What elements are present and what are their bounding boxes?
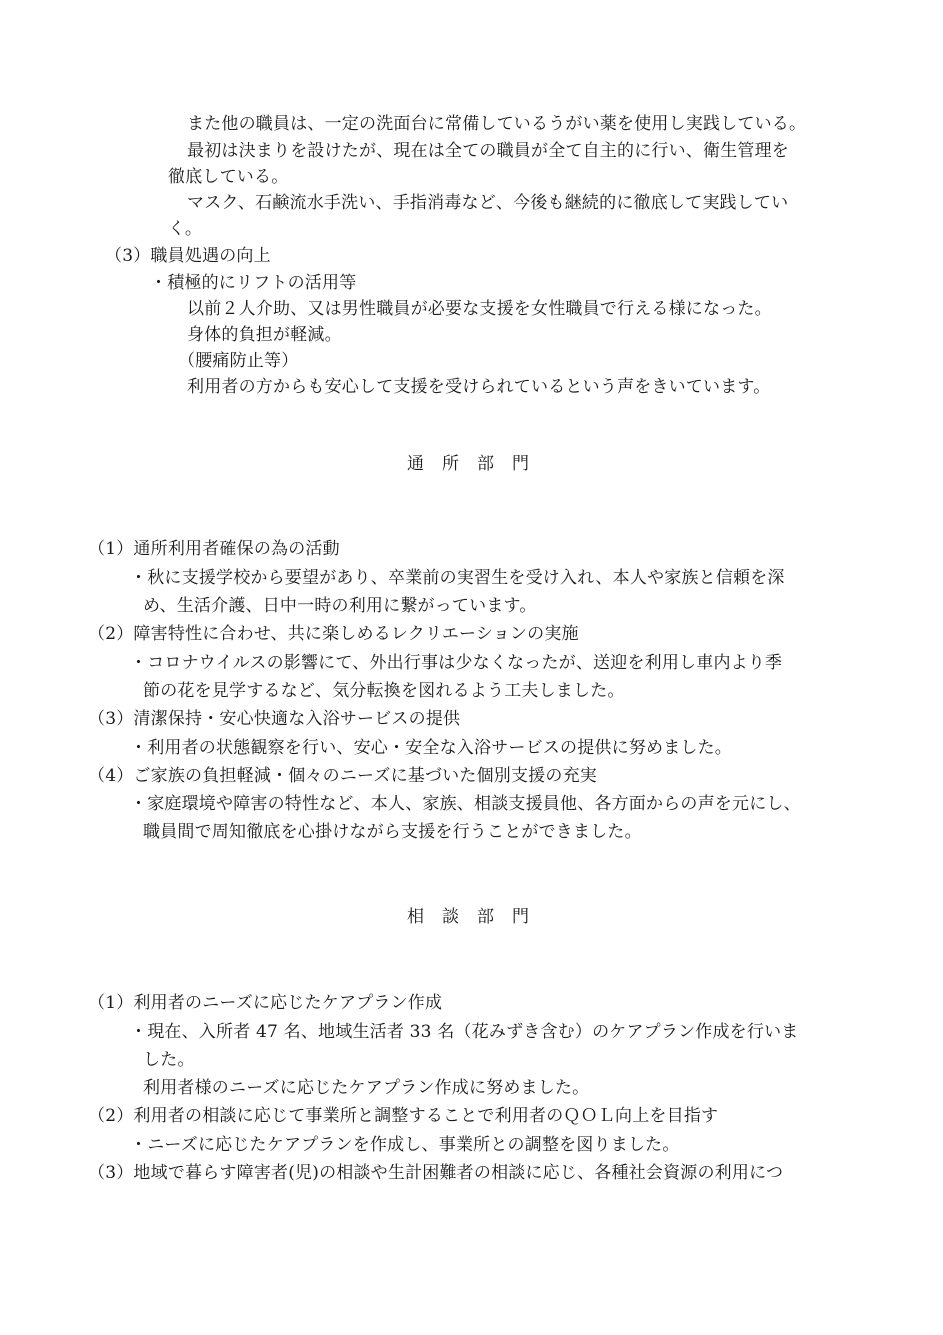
text-line: また他の職員は、一定の洗面台に常備しているうがい薬を使用し実践している。 [187, 114, 807, 134]
item-heading: （2）利用者の相談に応じて事業所と調整することで利用者のＱＯＬ向上を目指す [88, 1106, 719, 1126]
text-line: 節の花を見学するなど、気分転換を図れるよう工夫しました。 [143, 681, 625, 701]
bullet-item: ・利用者の状態観察を行い、安心・安全な入浴サービスの提供に努めました。 [130, 738, 732, 758]
text-line: 職員間で周知徹底を心掛けながら支援を行うことができました。 [143, 822, 642, 842]
bullet-item: ・積極的にリフトの活用等 [150, 273, 357, 293]
item-heading: （4）ご家族の負担軽減・個々のニーズに基づいた個別支援の充実 [88, 766, 597, 786]
bullet-item: ・家庭環境や障害の特性など、本人、家族、相談支援員他、各方面からの声を元にし、 [130, 794, 801, 814]
section-title: 相 談 部 門 [407, 907, 530, 927]
text-line: 最初は決まりを設けたが、現在は全ての職員が全て自主的に行い、衛生管理を [187, 141, 789, 161]
item-heading: （1）通所利用者確保の為の活動 [88, 539, 340, 559]
text-line: 利用者の方からも安心して支援を受けられているという声をきいています。 [187, 377, 771, 397]
text-line: め、生活介護、日中一時の利用に繋がっています。 [143, 596, 537, 616]
text-line: 利用者様のニーズに応じたケアプラン作成に努めました。 [143, 1078, 590, 1098]
text-line: した。 [143, 1050, 195, 1070]
item-heading: （2）障害特性に合わせ、共に楽しめるレクリエーションの実施 [88, 624, 579, 644]
bullet-item: ・秋に支援学校から要望があり、卒業前の実習生を受け入れ、本人や家族と信頼を深 [130, 568, 785, 588]
bullet-item: ・ニーズに応じたケアプランを作成し、事業所との調整を図りました。 [130, 1135, 680, 1155]
text-line: （腰痛防止等） [178, 351, 299, 371]
text-line: 身体的負担が軽減。 [187, 325, 342, 345]
text-line: く。 [168, 219, 203, 239]
item-heading: （3）職員処遇の向上 [105, 246, 271, 266]
item-heading: （1）利用者のニーズに応じたケアプラン作成 [88, 993, 443, 1013]
section-title: 通 所 部 門 [407, 454, 530, 474]
text-line: 以前２人介助、又は男性職員が必要な支援を女性職員で行える様になった。 [187, 299, 772, 319]
text-line: マスク、石鹸流水手洗い、手指消毒など、今後も継続的に徹底して実践してい [187, 193, 789, 213]
bullet-item: ・コロナウイルスの影響にて、外出行事は少なくなったが、送迎を利用し車内より季 [130, 653, 783, 673]
text-line: 徹底している。 [168, 167, 289, 187]
item-heading: （3）地域で暮らす障害者(児)の相談や生計困難者の相談に応じ、各種社会資源の利用につ [88, 1163, 784, 1183]
bullet-item: ・現在、入所者 47 名、地域生活者 33 名（花みずき含む）のケアプラン作成を行いま [130, 1022, 799, 1042]
item-heading: （3）清潔保持・安心快適な入浴サービスの提供 [88, 709, 461, 729]
